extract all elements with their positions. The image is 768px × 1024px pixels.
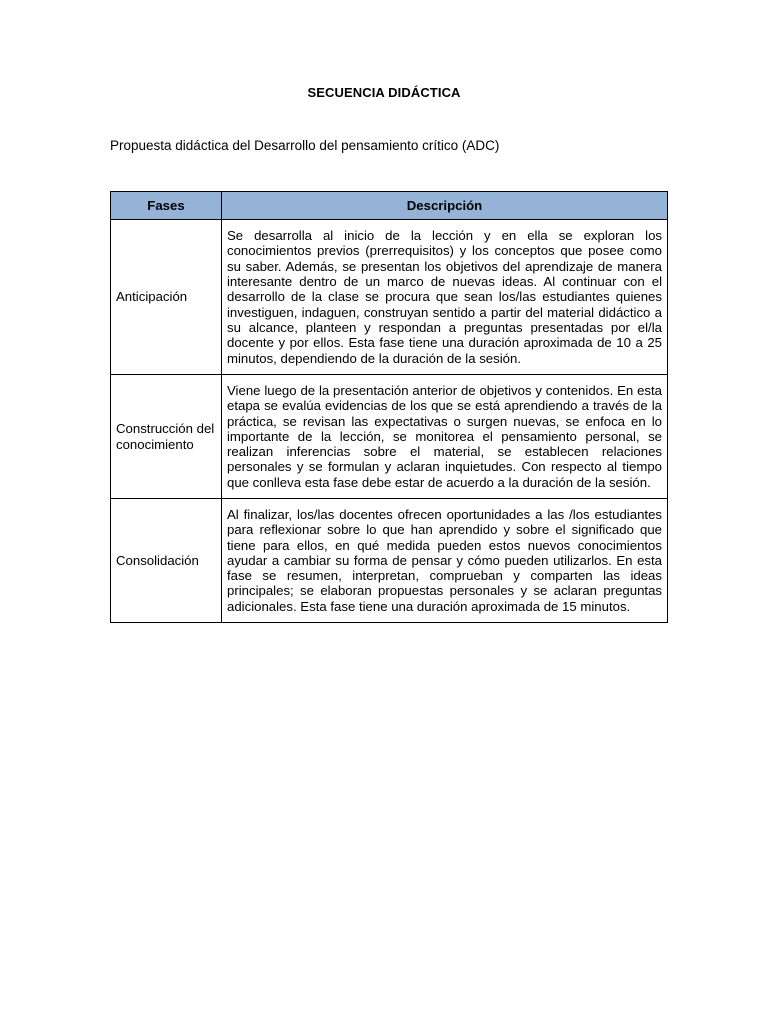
phase-description: Al finalizar, los/las docentes ofrecen oportunidades a las /los estudiantes para reflexionar sobre lo que han aprendido y sobre el significado que tiene para ellos, en qué medida pueden estos nuevos conocimientos ayudar a cambiar su forma de pensar y cómo pueden utilizarlos. En esta fase se resumen, interpretan, comprueban y comparten las ideas principales; se elaboran propuestas personales y se aclaran preguntas adicionales. Esta fase tiene una duración aproximada de 15 minutos. <box>222 499 668 623</box>
phase-description: Viene luego de la presentación anterior de objetivos y contenidos. En esta etapa se evalúa evidencias de los que se está aprendiendo a través de la práctica, se revisan las expectativas o surgen nuevas, se enfoca en lo importante de la lección, se monitorea el pensamiento personal, se realizan inferencias sobre el material, se establecen relaciones personales y se formulan y aclaran inquietudes. Con respecto al tiempo que conlleva esta fase debe estar de acuerdo a la duración de la sesión. <box>222 375 668 499</box>
document-title: SECUENCIA DIDÁCTICA <box>307 85 461 100</box>
document-subtitle: Propuesta didáctica del Desarrollo del pensamiento crítico (ADC) <box>110 138 500 153</box>
table-row <box>111 375 668 499</box>
phase-name: Construcción del conocimiento <box>111 375 222 499</box>
table-row <box>111 499 668 623</box>
table-row <box>111 220 668 375</box>
phases-table <box>110 191 668 623</box>
header-descripcion: Descripción <box>222 192 668 220</box>
phase-name: Consolidación <box>111 499 222 623</box>
header-fases: Fases <box>111 192 222 220</box>
phase-description: Se desarrolla al inicio de la lección y en ella se exploran los conocimientos previos (prerrequisitos) y los conceptos que posee como su saber. Además, se presentan los objetivos del aprendizaje de manera interesante dentro de un marco de nuevas ideas. Al continuar con el desarrollo de la clase se procura que sean los/las estudiantes quienes investiguen, indaguen, construyan sentido a partir del material didáctico a su alcance, planteen y respondan a preguntas presentadas por el/la docente y por ellos. Esta fase tiene una duración aproximada de 10 a 25 minutos, dependiendo de la duración de la sesión. <box>222 220 668 375</box>
table-header-row <box>111 192 668 220</box>
phase-name: Anticipación <box>111 220 222 375</box>
